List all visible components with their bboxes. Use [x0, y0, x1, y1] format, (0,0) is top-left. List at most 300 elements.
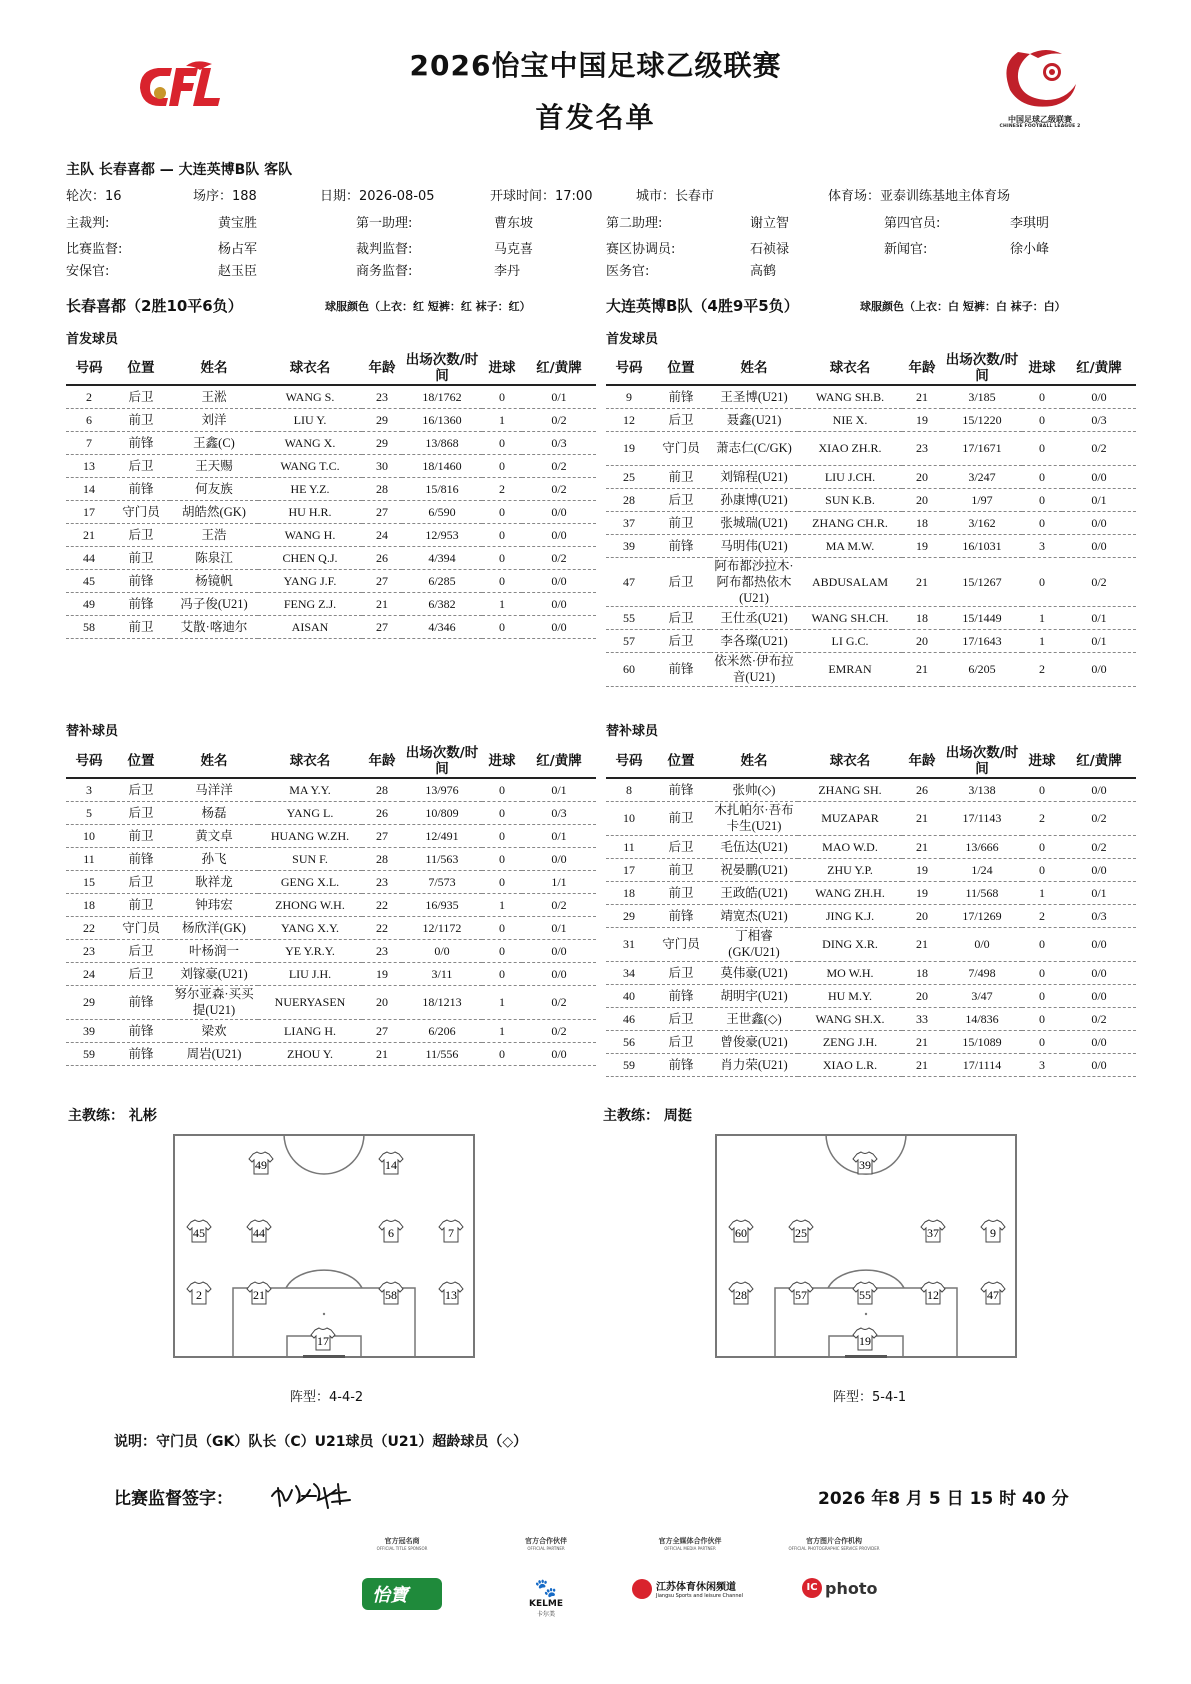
goals-cell: 0 [1022, 385, 1062, 408]
cards-cell: 0/2 [1062, 1007, 1136, 1030]
cards-cell: 1/1 [522, 870, 596, 893]
number-cell: 12 [606, 408, 652, 431]
jersey-name-cell: NUERYASEN [258, 985, 362, 1019]
appearances-cell: 11/556 [402, 1042, 482, 1065]
shirt-number: 28 [735, 1288, 747, 1302]
match-number: 场序：188 [193, 189, 257, 204]
name-cell: 马明伟(U21) [710, 534, 798, 557]
number-cell: 7 [66, 431, 112, 454]
number-cell: 5 [66, 801, 112, 824]
name-cell: 王世鑫(◇) [710, 1007, 798, 1030]
number-cell: 47 [606, 557, 652, 606]
signature-label: 比赛监督签字： [114, 1489, 233, 1509]
position-cell: 守门员 [112, 916, 170, 939]
jersey-name-cell: LIU J.H. [258, 962, 362, 985]
cards-cell: 0/0 [1062, 1053, 1136, 1076]
goals-cell: 1 [1022, 606, 1062, 629]
name-cell: 莫伟豪(U21) [710, 961, 798, 984]
goals-cell: 1 [482, 893, 522, 916]
name-cell: 杨镜帆 [170, 569, 258, 592]
cards-cell: 0/1 [522, 385, 596, 408]
jersey-name-cell: SUN K.B. [798, 488, 902, 511]
age-cell: 19 [902, 408, 942, 431]
jersey-name-cell: WANG T.C. [258, 454, 362, 477]
position-cell: 前卫 [652, 465, 710, 488]
player-row [606, 557, 1136, 606]
appearances-cell: 3/162 [942, 511, 1022, 534]
number-cell: 34 [606, 961, 652, 984]
name-cell: 陈泉江 [170, 546, 258, 569]
age-cell: 19 [902, 534, 942, 557]
jersey-name-cell: WANG H. [258, 523, 362, 546]
league-logo-caption: 中国足球乙级联赛 [1008, 115, 1072, 124]
player-shirt [853, 1282, 877, 1304]
player-shirt [789, 1282, 813, 1304]
position-cell: 后卫 [652, 606, 710, 629]
age-cell: 23 [362, 870, 402, 893]
player-row [66, 985, 596, 1019]
number-cell: 39 [606, 534, 652, 557]
column-header: 出场次数/时间 [942, 745, 1022, 778]
kickoff-time: 开球时间：17:00 [490, 189, 593, 204]
cards-cell: 0/3 [522, 431, 596, 454]
age-cell: 26 [362, 801, 402, 824]
cards-cell: 0/0 [522, 500, 596, 523]
jersey-name-cell: HE Y.Z. [258, 477, 362, 500]
cards-cell: 0/3 [1062, 904, 1136, 927]
goals-cell: 1 [482, 408, 522, 431]
appearances-cell: 13/976 [402, 778, 482, 801]
player-shirt [249, 1152, 273, 1174]
name-cell: 孙飞 [170, 847, 258, 870]
appearances-cell: 3/138 [942, 778, 1022, 801]
official-label-1-3: 新闻官: [884, 242, 928, 257]
age-cell: 20 [902, 904, 942, 927]
position-cell: 前锋 [652, 1053, 710, 1076]
column-header: 进球 [482, 745, 522, 778]
appearances-cell: 18/1460 [402, 454, 482, 477]
goals-cell: 0 [482, 431, 522, 454]
cards-cell: 0/2 [1062, 835, 1136, 858]
number-cell: 58 [66, 615, 112, 638]
column-header: 年龄 [362, 352, 402, 385]
appearances-cell: 7/573 [402, 870, 482, 893]
cards-cell: 0/1 [1062, 488, 1136, 511]
column-header: 出场次数/时间 [402, 352, 482, 385]
jsbc-logo-subtext: Jiangsu Sports and leisure Channel [656, 1593, 744, 1599]
jersey-name-cell: GENG X.L. [258, 870, 362, 893]
column-header: 红/黄牌 [522, 352, 596, 385]
official-value-0-1: 曹东坡 [494, 216, 534, 231]
number-cell: 29 [66, 985, 112, 1019]
appearances-cell: 0/0 [402, 939, 482, 962]
official-label-1-1: 裁判监督: [356, 242, 413, 257]
column-header: 位置 [652, 352, 710, 385]
appearances-cell: 11/563 [402, 847, 482, 870]
number-cell: 28 [606, 488, 652, 511]
position-cell: 后卫 [112, 939, 170, 962]
shirt-number: 55 [859, 1288, 871, 1302]
jersey-name-cell: DING X.R. [798, 927, 902, 961]
number-cell: 45 [66, 569, 112, 592]
age-cell: 21 [902, 835, 942, 858]
player-row [606, 629, 1136, 652]
player-row [66, 801, 596, 824]
player-row [66, 1019, 596, 1042]
jersey-name-cell: XIAO L.R. [798, 1053, 902, 1076]
jersey-name-cell: MAO W.D. [798, 835, 902, 858]
home-formation: 阵型：4-4-2 [290, 1390, 364, 1405]
age-cell: 20 [902, 488, 942, 511]
jersey-name-cell: SUN F. [258, 847, 362, 870]
jersey-name-cell: MUZAPAR [798, 801, 902, 835]
cards-cell: 0/1 [522, 778, 596, 801]
player-row [606, 1053, 1136, 1076]
age-cell: 27 [362, 615, 402, 638]
column-header: 年龄 [902, 745, 942, 778]
position-cell: 前锋 [112, 1042, 170, 1065]
number-cell: 24 [66, 962, 112, 985]
cards-cell: 0/0 [1062, 652, 1136, 686]
appearances-cell: 12/1172 [402, 916, 482, 939]
goals-cell: 0 [482, 500, 522, 523]
player-row [66, 477, 596, 500]
name-cell: 毛伍达(U21) [710, 835, 798, 858]
shirt-number: 57 [795, 1288, 807, 1302]
home-subs-table [66, 745, 596, 1066]
shirt-number: 49 [255, 1158, 267, 1172]
name-cell: 李各璨(U21) [710, 629, 798, 652]
name-cell: 艾散·喀迪尔 [170, 615, 258, 638]
age-cell: 20 [362, 985, 402, 1019]
age-cell: 29 [362, 431, 402, 454]
age-cell: 21 [362, 592, 402, 615]
jsbc-logo-text: 江苏体育休闲频道 [656, 1582, 736, 1593]
column-header: 球衣名 [798, 352, 902, 385]
position-cell: 前卫 [652, 801, 710, 835]
jersey-name-cell: ZHU Y.P. [798, 858, 902, 881]
cards-cell: 0/0 [1062, 984, 1136, 1007]
match-date: 日期：2026-08-05 [320, 189, 435, 204]
age-cell: 22 [362, 893, 402, 916]
cards-cell: 0/2 [522, 477, 596, 500]
cards-cell: 0/2 [522, 893, 596, 916]
away-coach: 主教练： 周挺 [603, 1108, 692, 1124]
age-cell: 21 [902, 927, 942, 961]
player-row [66, 778, 596, 801]
jersey-name-cell: ZHOU Y. [258, 1042, 362, 1065]
sponsor-caption: 官方合作伙伴 [525, 1537, 567, 1545]
number-cell: 8 [606, 778, 652, 801]
shirt-number: 25 [795, 1226, 807, 1240]
cards-cell: 0/1 [1062, 881, 1136, 904]
name-cell: 王浩 [170, 523, 258, 546]
age-cell: 19 [362, 962, 402, 985]
away-starters-label: 首发球员 [606, 332, 659, 347]
appearances-cell: 16/1031 [942, 534, 1022, 557]
number-cell: 37 [606, 511, 652, 534]
name-cell: 王淞 [170, 385, 258, 408]
jersey-name-cell: HUANG W.ZH. [258, 824, 362, 847]
age-cell: 29 [362, 408, 402, 431]
cards-cell: 0/0 [522, 592, 596, 615]
shirt-number: 12 [927, 1288, 939, 1302]
appearances-cell: 15/1449 [942, 606, 1022, 629]
appearances-cell: 4/346 [402, 615, 482, 638]
player-shirt [311, 1328, 335, 1350]
sponsor-caption-en: OFFICIAL MEDIA PARTNER [664, 1546, 716, 1551]
player-row [66, 870, 596, 893]
shirt-number: 47 [987, 1288, 999, 1302]
shirt-number: 2 [196, 1288, 202, 1302]
position-cell: 前锋 [112, 569, 170, 592]
age-cell: 20 [902, 629, 942, 652]
official-label-0-2: 第二助理: [606, 216, 663, 231]
goals-cell: 0 [1022, 1030, 1062, 1053]
name-cell: 杨欣洋(GK) [170, 916, 258, 939]
league-logo-caption-en: CHINESE FOOTBALL LEAGUE 2 [999, 124, 1081, 129]
official-value-2-2: 高鹤 [750, 264, 777, 279]
cards-cell: 0/0 [1062, 927, 1136, 961]
name-cell: 阿布都沙拉木·阿布都热依木(U21) [710, 557, 798, 606]
yibao-logo-text: 怡寶 [362, 1578, 442, 1610]
appearances-cell: 15/1220 [942, 408, 1022, 431]
sponsor-caption-en: OFFICIAL PARTNER [527, 1546, 565, 1551]
age-cell: 26 [362, 546, 402, 569]
player-row [606, 801, 1136, 835]
position-cell: 前锋 [112, 592, 170, 615]
number-cell: 46 [606, 1007, 652, 1030]
home-coach: 主教练： 礼彬 [68, 1108, 157, 1124]
position-cell: 守门员 [652, 431, 710, 465]
sponsor-caption: 官方全媒体合作伙伴 [658, 1537, 722, 1545]
player-row [66, 431, 596, 454]
appearances-cell: 13/666 [942, 835, 1022, 858]
league-logo [990, 44, 1090, 130]
age-cell: 27 [362, 824, 402, 847]
goals-cell: 0 [482, 962, 522, 985]
number-cell: 13 [66, 454, 112, 477]
name-cell: 依米然·伊布拉音(U21) [710, 652, 798, 686]
jersey-name-cell: ZENG J.H. [798, 1030, 902, 1053]
position-cell: 前卫 [112, 546, 170, 569]
player-shirt [379, 1282, 403, 1304]
player-shirt [981, 1282, 1005, 1304]
jersey-name-cell: FENG Z.J. [258, 592, 362, 615]
name-cell: 梁欢 [170, 1019, 258, 1042]
official-label-0-0: 主裁判: [66, 216, 110, 231]
official-label-2-2: 医务官: [606, 264, 650, 279]
player-row [66, 454, 596, 477]
position-cell: 前卫 [112, 408, 170, 431]
name-cell: 胡明宇(U21) [710, 984, 798, 1007]
cards-cell: 0/0 [1062, 858, 1136, 881]
appearances-cell: 13/868 [402, 431, 482, 454]
player-row [606, 385, 1136, 408]
position-cell: 后卫 [652, 488, 710, 511]
position-cell: 前锋 [112, 985, 170, 1019]
official-value-1-1: 马克喜 [494, 242, 534, 257]
jersey-name-cell: ZHONG W.H. [258, 893, 362, 916]
appearances-cell: 17/1269 [942, 904, 1022, 927]
column-header: 出场次数/时间 [942, 352, 1022, 385]
jersey-name-cell: ZHANG SH. [798, 778, 902, 801]
official-value-2-1: 李丹 [494, 264, 521, 279]
player-row [606, 534, 1136, 557]
name-cell: 刘洋 [170, 408, 258, 431]
away-subs-label: 替补球员 [606, 724, 659, 739]
age-cell: 27 [362, 569, 402, 592]
official-value-0-0: 黄宝胜 [218, 216, 258, 231]
goals-cell: 0 [1022, 961, 1062, 984]
goals-cell: 0 [1022, 858, 1062, 881]
goals-cell: 0 [482, 939, 522, 962]
cards-cell: 0/3 [522, 801, 596, 824]
name-cell: 王政皓(U21) [710, 881, 798, 904]
shirt-number: 37 [927, 1226, 939, 1240]
age-cell: 18 [902, 511, 942, 534]
column-header: 号码 [606, 352, 652, 385]
goals-cell: 0 [1022, 984, 1062, 1007]
cards-cell: 0/2 [1062, 801, 1136, 835]
appearances-cell: 18/1213 [402, 985, 482, 1019]
player-row [66, 592, 596, 615]
age-cell: 22 [362, 916, 402, 939]
column-header: 红/黄牌 [522, 745, 596, 778]
cards-cell: 0/2 [1062, 557, 1136, 606]
name-cell: 王圣博(U21) [710, 385, 798, 408]
column-header: 姓名 [710, 745, 798, 778]
goals-cell: 0 [482, 824, 522, 847]
name-cell: 张帅(◇) [710, 778, 798, 801]
goals-cell: 2 [1022, 801, 1062, 835]
jersey-name-cell: WANG SH.CH. [798, 606, 902, 629]
teams-line: 主队 长春喜都 — 大连英博B队 客队 [66, 162, 293, 178]
jersey-name-cell: MO W.H. [798, 961, 902, 984]
number-cell: 23 [66, 939, 112, 962]
column-header: 年龄 [902, 352, 942, 385]
position-cell: 守门员 [652, 927, 710, 961]
number-cell: 39 [66, 1019, 112, 1042]
player-row [66, 385, 596, 408]
appearances-cell: 14/836 [942, 1007, 1022, 1030]
goals-cell: 3 [1022, 1053, 1062, 1076]
goals-cell: 0 [1022, 557, 1062, 606]
legend-note: 说明：守门员（GK）队长（C）U21球员（U21）超龄球员（◇） [114, 1434, 528, 1450]
cards-cell: 0/0 [1062, 465, 1136, 488]
jersey-name-cell: WANG X. [258, 431, 362, 454]
player-row [606, 652, 1136, 686]
sponsor-caption: 官方冠名商 [384, 1537, 420, 1545]
name-cell: 祝晏鹏(U21) [710, 858, 798, 881]
goals-cell: 0 [482, 569, 522, 592]
age-cell: 23 [902, 431, 942, 465]
age-cell: 21 [902, 652, 942, 686]
appearances-cell: 6/285 [402, 569, 482, 592]
cards-cell: 0/0 [1062, 1030, 1136, 1053]
column-header: 红/黄牌 [1062, 352, 1136, 385]
number-cell: 19 [606, 431, 652, 465]
cards-cell: 0/2 [522, 546, 596, 569]
official-label-0-3: 第四官员: [884, 216, 941, 231]
number-cell: 2 [66, 385, 112, 408]
appearances-cell: 15/816 [402, 477, 482, 500]
player-row [66, 916, 596, 939]
position-cell: 后卫 [652, 961, 710, 984]
goals-cell: 0 [1022, 1007, 1062, 1030]
number-cell: 56 [606, 1030, 652, 1053]
player-shirt [187, 1220, 211, 1242]
position-cell: 后卫 [112, 778, 170, 801]
jersey-name-cell: HU M.Y. [798, 984, 902, 1007]
jersey-name-cell: AISAN [258, 615, 362, 638]
jersey-name-cell: WANG ZH.H. [798, 881, 902, 904]
official-value-1-0: 杨占军 [218, 242, 258, 257]
shirt-number: 44 [253, 1226, 265, 1240]
name-cell: 刘锦程(U21) [710, 465, 798, 488]
cards-cell: 0/1 [522, 916, 596, 939]
age-cell: 27 [362, 500, 402, 523]
position-cell: 前锋 [112, 847, 170, 870]
player-shirt [439, 1220, 463, 1242]
goals-cell: 1 [482, 1019, 522, 1042]
away-formation-pitch [715, 1134, 1017, 1358]
position-cell: 前卫 [112, 615, 170, 638]
away-starters-table [606, 352, 1136, 687]
column-header: 球衣名 [258, 745, 362, 778]
appearances-cell: 6/590 [402, 500, 482, 523]
position-cell: 后卫 [112, 870, 170, 893]
player-shirt [729, 1220, 753, 1242]
cards-cell: 0/0 [522, 962, 596, 985]
shirt-number: 13 [445, 1288, 457, 1302]
name-cell: 王鑫(C) [170, 431, 258, 454]
name-cell: 杨磊 [170, 801, 258, 824]
player-row [606, 835, 1136, 858]
age-cell: 18 [902, 606, 942, 629]
name-cell: 胡皓然(GK) [170, 500, 258, 523]
cards-cell: 0/0 [522, 569, 596, 592]
jsbc-logo [632, 1578, 762, 1599]
away-kit-colors: 球服颜色（上衣：白 短裤：白 袜子：白） [860, 300, 1066, 313]
number-cell: 60 [606, 652, 652, 686]
player-row [606, 778, 1136, 801]
column-header: 号码 [66, 352, 112, 385]
city-info: 城市：长春市 [636, 189, 715, 204]
goals-cell: 0 [482, 523, 522, 546]
position-cell: 前卫 [652, 858, 710, 881]
goals-cell: 1 [482, 985, 522, 1019]
shirt-number: 39 [859, 1158, 871, 1172]
age-cell: 33 [902, 1007, 942, 1030]
home-starters-label: 首发球员 [66, 332, 119, 347]
supervisor-signature [266, 1476, 366, 1512]
player-row [606, 511, 1136, 534]
column-header: 位置 [112, 352, 170, 385]
name-cell: 王天赐 [170, 454, 258, 477]
appearances-cell: 1/24 [942, 858, 1022, 881]
position-cell: 前卫 [112, 824, 170, 847]
official-label-0-1: 第一助理: [356, 216, 413, 231]
position-cell: 后卫 [112, 385, 170, 408]
position-cell: 前锋 [652, 778, 710, 801]
position-cell: 守门员 [112, 500, 170, 523]
jersey-name-cell: EMRAN [798, 652, 902, 686]
cards-cell: 0/0 [522, 615, 596, 638]
appearances-cell: 4/394 [402, 546, 482, 569]
position-cell: 后卫 [652, 557, 710, 606]
number-cell: 40 [606, 984, 652, 1007]
